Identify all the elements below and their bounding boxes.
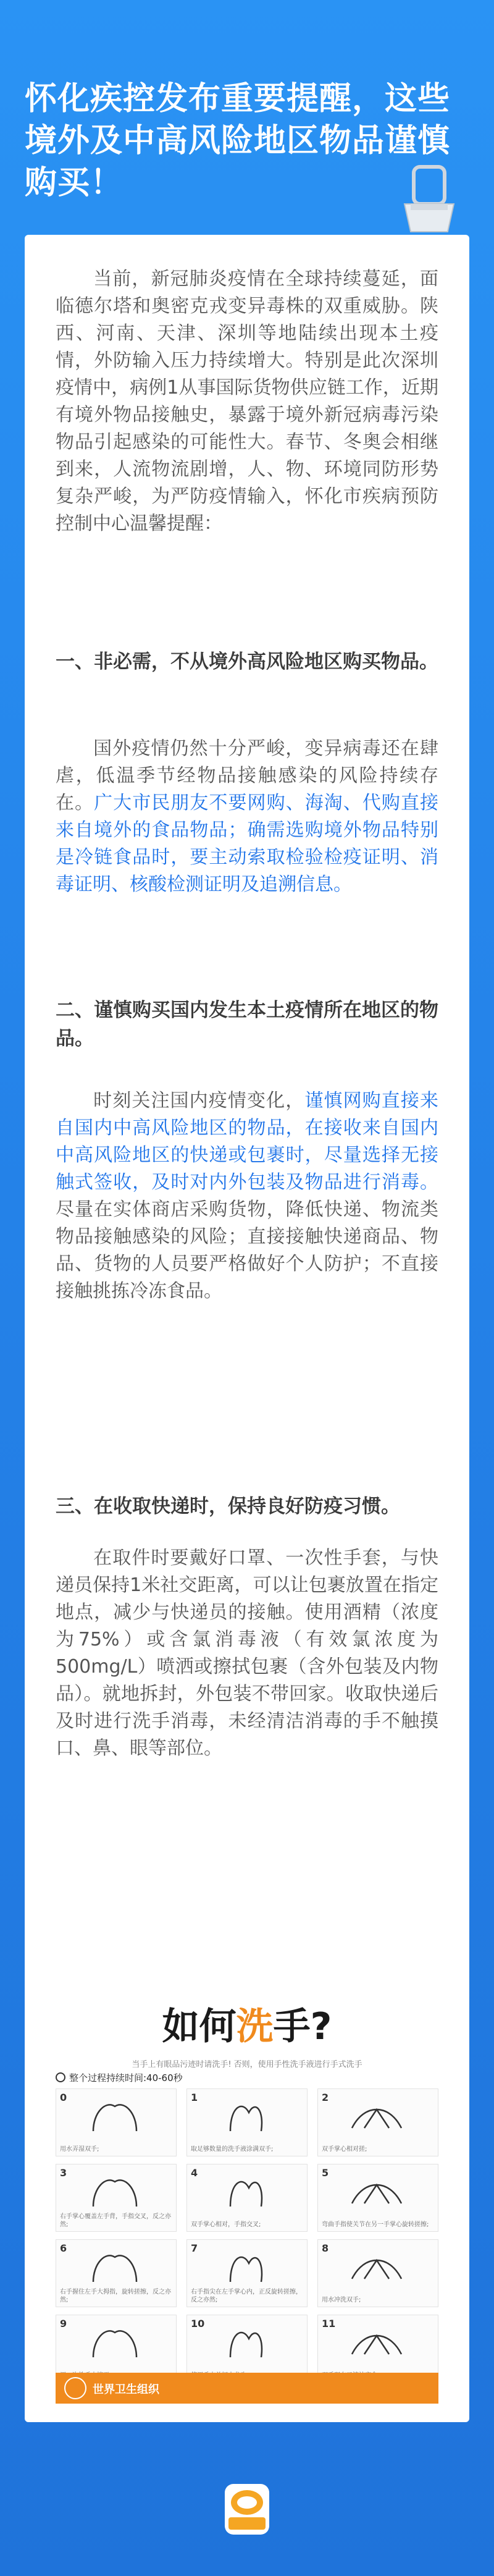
logo-mark <box>231 2490 263 2515</box>
handwashing-step <box>56 2239 177 2307</box>
step-number: 1 <box>191 2092 198 2103</box>
section1-heading: 一、非必需，不从境外高风险地区购买物品。 <box>56 651 438 673</box>
hand-illustration-icon <box>212 2320 280 2363</box>
app-logo-icon <box>225 2484 269 2535</box>
hand-illustration-icon <box>212 2169 280 2213</box>
who-banner <box>56 2373 438 2404</box>
step-number: 4 <box>191 2167 198 2179</box>
hand-illustration-icon <box>81 2169 149 2213</box>
section3-heading: 三、在收取快递时，保持良好防疫习惯。 <box>56 1495 400 1518</box>
hand-illustration-icon <box>81 2245 149 2288</box>
clock-icon <box>56 2072 65 2082</box>
section2-heading: 二、谨慎购买国内发生本土疫情所在地区的物品。 <box>56 999 438 1050</box>
hand-illustration-icon <box>343 2094 411 2137</box>
step-number: 7 <box>191 2242 198 2254</box>
step-number: 2 <box>322 2092 329 2103</box>
section1-body: 国外疫情仍然十分严峻，变异病毒还在肆虐，低温季节经物品接触感染的风险持续存在。广大市民朋友不要网购、海淘、代购直接来自境外的食品物品；确需选购境外物品特别是冷链食品时，要主动索取检验检疫证明、消毒证明、核酸检测证明及追溯信息。 <box>56 738 439 895</box>
handwashing-step <box>317 2088 438 2156</box>
who-globe-icon <box>64 2377 86 2399</box>
hand-illustration-icon <box>81 2094 149 2137</box>
step-caption: 右手掌心覆盖左手背，手指交叉，反之亦然; <box>60 2213 171 2228</box>
step-number: 9 <box>60 2318 67 2329</box>
step-number: 11 <box>322 2318 336 2329</box>
handwashing-step <box>186 2164 308 2232</box>
handwashing-step <box>56 2088 177 2156</box>
section2-body: 时刻关注国内疫情变化，谨慎网购直接来自国内中高风险地区的物品，在接收来自国内中高风险地区的快递或包裹时，尽量选择无接触式签收，及时对内外包装及物品进行消毒。尽量在实体商店采购货物，降低快递、物流类物品接触感染的风险；直接接触快递商品、物品、货物的人员要严格做好个人防护；不直接接触挑拣冷冻食品。 <box>56 1090 439 1302</box>
hand-illustration-icon <box>343 2245 411 2288</box>
handwashing-step <box>317 2164 438 2232</box>
step-number: 5 <box>322 2167 329 2179</box>
poster-title: 如何洗手? <box>162 2005 332 2048</box>
step-number: 6 <box>60 2242 67 2254</box>
logo-label <box>228 2517 266 2530</box>
intro-paragraph: 当前，新冠肺炎疫情在全球持续蔓延，面临德尔塔和奥密克戎变异毒株的双重威胁。陕西、河南、天津、深圳等地陆续出现本土疫情，外防输入压力持续增大。特别是此次深圳疫情中，病例1从事国际货物供应链工作，近期有境外物品接触史，暴露于境外新冠病毒污染物品引起感染的可能性大。春节、冬奥会相继到来，人流物流剧增，人、物、环境同防形势复杂严峻，为严防疫情输入，怀化市疾病预防控制中心温馨提醒： <box>56 268 438 534</box>
step-caption: 用水弄湿双手; <box>60 2146 99 2153</box>
step-number: 3 <box>60 2167 67 2179</box>
hand-illustration-icon <box>343 2169 411 2213</box>
step-number: 8 <box>322 2242 329 2254</box>
poster-subtitle: 当手上有眼品污迹时请洗手! 否则，使用手性洗手液进行手式洗手 <box>132 2060 362 2069</box>
binder-clip-icon <box>401 161 457 235</box>
hand-illustration-icon <box>212 2094 280 2137</box>
step-caption: 右手指尖在左手掌心内，正反旋转搓擦，反之亦然; <box>191 2289 302 2304</box>
step-caption: 用水冲洗双手; <box>322 2297 361 2304</box>
step-number: 0 <box>60 2092 67 2103</box>
handwashing-step <box>186 2088 308 2156</box>
poster-duration: 整个过程持续时间:40-60秒 <box>56 2071 438 2084</box>
page-title: 怀化疾控发布重要提醒，这些境外及中高风险地区物品谨慎购买！ <box>25 80 451 201</box>
section2-highlight: 谨慎网购直接来自国内中高风险地区的物品，在接收来自国内中高风险地区的快递或包裹时，尽量选择无接触式签收，及时对内外包装及物品进行消毒。 <box>56 1090 439 1193</box>
step-caption: 弯曲手指使关节在另一手掌心旋转搓擦; <box>322 2221 429 2228</box>
hand-illustration-icon <box>212 2245 280 2288</box>
handwashing-step <box>317 2239 438 2307</box>
step-caption: 双手掌心相对搓; <box>322 2146 367 2153</box>
step-caption: 取足够数量的洗手液涂满双手; <box>191 2146 274 2153</box>
hand-illustration-icon <box>81 2320 149 2363</box>
hand-illustration-icon <box>343 2320 411 2363</box>
who-org-name: 世界卫生组织 <box>93 2383 159 2396</box>
step-caption: 双手掌心相对，手指交叉; <box>191 2221 261 2228</box>
handwashing-poster <box>56 2002 438 2397</box>
section1-highlight: 广大市民朋友不要网购、海淘、代购直接来自境外的食品物品；确需选购境外物品特别是冷链食品时，要主动索取检验检疫证明、消毒证明、核酸检测证明及追溯信息。 <box>56 792 439 895</box>
handwashing-steps <box>56 2088 438 2383</box>
handwashing-step <box>186 2239 308 2307</box>
section3-body: 在取件时要戴好口罩、一次性手套，与快递员保持1米社交距离，可以让包裹放置在指定地点，减少与快递员的接触。使用酒精（浓度为75%）或含氯消毒液（有效氯浓度为500mg/L）喷洒或擦拭包裹（含外包装及内物品）。就地拆封，外包装不带回家。收取快递后及时进行洗手消毒，未经清洁消毒的手不触摸口、鼻、眼等部位。 <box>56 1547 438 1759</box>
handwashing-step <box>56 2164 177 2232</box>
step-number: 10 <box>191 2318 205 2329</box>
step-caption: 右手握住左手大拇指，旋转搓擦，反之亦然; <box>60 2289 171 2304</box>
